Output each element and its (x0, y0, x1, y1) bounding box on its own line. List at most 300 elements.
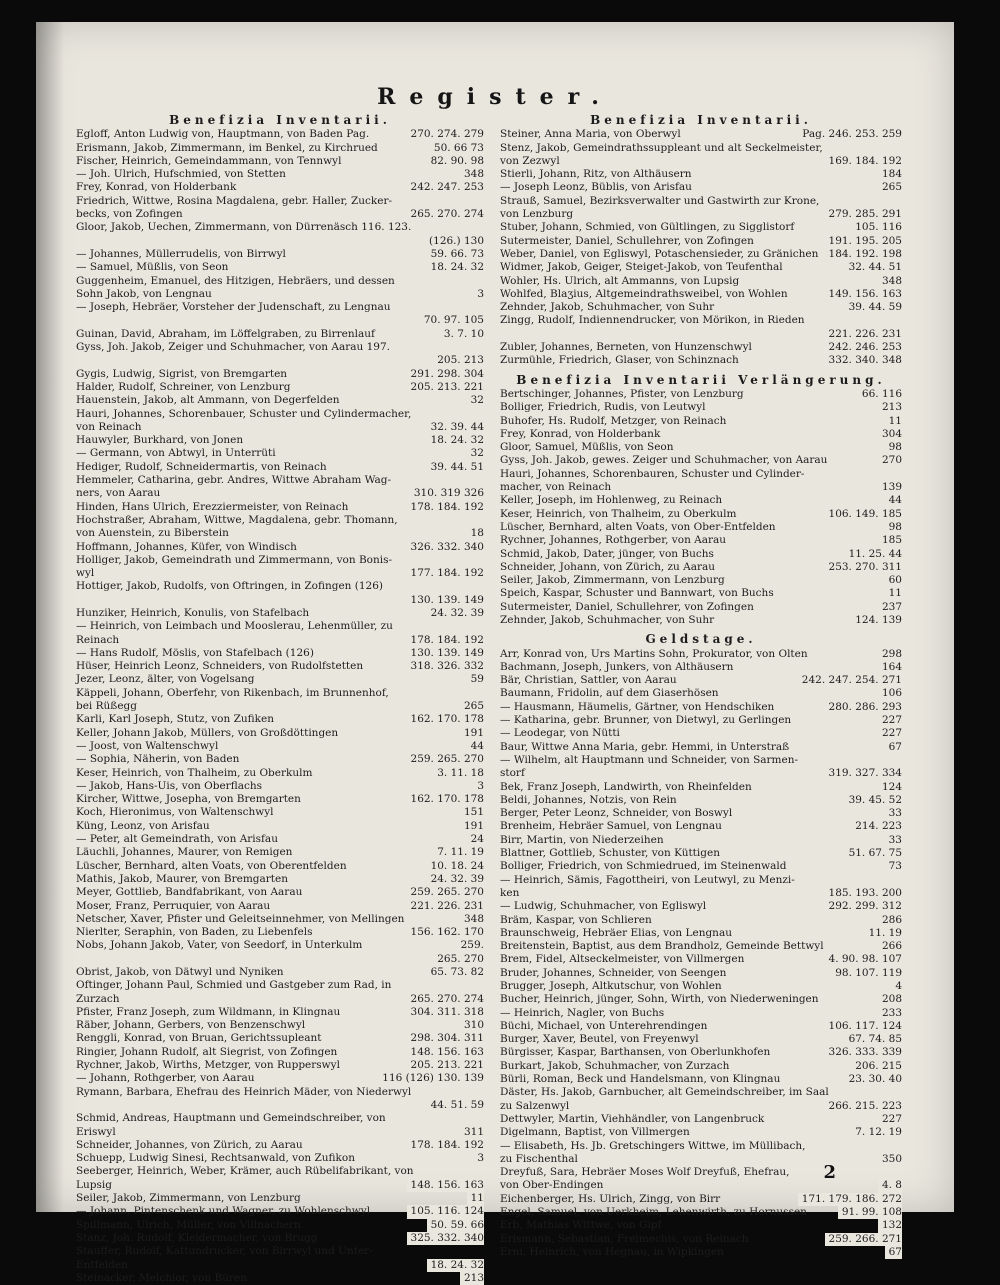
entry-name: Gyss, Joh. Jakob, Zeiger und Schuhmacher, von Aarau 197. (76, 341, 390, 354)
entry-pages: 348 (460, 168, 484, 181)
register-entry (500, 807, 902, 820)
entry-name: Rychner, Johannes, Rothgerber, von Aarau (500, 534, 727, 547)
register-entry (76, 620, 484, 633)
entry-name: Braunschweig, Hebräer Elias, von Lengnau (500, 926, 732, 939)
entry-pages: 44 (467, 740, 484, 753)
geldstage-heading: Geldstage. (645, 632, 757, 647)
entry-pages: 66. 116 (858, 388, 902, 401)
register-entry (500, 128, 902, 141)
entry-name: Burger, Xaver, Beutel, von Freyenwyl (500, 1033, 699, 1046)
register-entry (76, 1272, 484, 1285)
register-entry (76, 594, 484, 607)
entry-pages: 70. 97. 105 (420, 314, 484, 327)
entry-name: Halder, Rudolf, Schreiner, von Lenzburg (76, 380, 291, 393)
register-entry (76, 1139, 484, 1152)
page-number: 2 (823, 1162, 836, 1183)
register-entry (500, 741, 902, 754)
entry-name: Speich, Kaspar, Schuster und Bannwart, von Buchs (500, 587, 774, 600)
register-entry (500, 494, 902, 507)
entry-pages: 18 (467, 527, 484, 540)
register-entry (500, 860, 902, 873)
entry-name: — Sophia, Näherin, von Baden (76, 753, 240, 766)
entry-name: — Johann, Pintenschenk und Wagner, zu Wohlenschwyl (76, 1205, 371, 1218)
entry-pages: 348 (460, 913, 484, 926)
entry-name: Schneider, Johann, von Zürich, zu Aarau (500, 560, 716, 573)
register-entry (500, 454, 902, 467)
register-entry (76, 1046, 484, 1059)
entry-name: Brugger, Joseph, Altkutschur, von Wohlen (500, 980, 722, 992)
entry-pages: 130. 139. 149 (407, 594, 484, 607)
entry-name: Blattner, Gottlieb, Schuster, von Küttigen (500, 847, 720, 860)
register-entry (76, 142, 484, 155)
entry-name: Erb, Mathias Wittwe, von Gipf (500, 1219, 662, 1232)
entry-pages: 169. 184. 192 (825, 155, 902, 168)
entry-name: Gloor, Samuel, Müßlis, von Seon (500, 441, 674, 454)
register-entry (76, 208, 484, 221)
register-entry (76, 1219, 484, 1232)
register-entry (500, 1233, 902, 1246)
entry-pages: 227 (878, 1113, 902, 1126)
entry-name: — Joh. Ulrich, Hufschmied, von Stetten (76, 168, 286, 181)
register-entry (76, 1192, 484, 1205)
entry-pages: 242. 247. 253 (407, 181, 484, 194)
entry-pages: 149. 156. 163 (825, 288, 902, 301)
entry-name: Renggli, Konrad, von Bruan, Gerichtssupleant (76, 1032, 322, 1045)
register-entry (500, 1113, 902, 1126)
register-entry (500, 468, 902, 481)
entry-name: Frey, Konrad, von Holderbank (500, 427, 661, 440)
entry-name: Lüscher, Bernhard, alten Voats, von Ober-Entfelden (500, 520, 776, 533)
entry-name: Zehnder, Jakob, Schuhmacher, von Suhr (500, 301, 715, 314)
right-column (500, 114, 902, 1259)
register-entry (76, 421, 484, 434)
entry-name: Entfelden (76, 1258, 128, 1271)
entry-name: Mathis, Jakob, Maurer, von Bremgarten (76, 872, 288, 885)
entry-name: Dettwyler, Martin, Viehhändler, von Langenbruck (500, 1112, 765, 1125)
entry-name: Seiler, Jakob, Zimmermann, von Lenzburg (76, 1192, 301, 1205)
entry-name: — Elisabeth, Hs. Jb. Gretschingers Wittwe, im Müllibach, (500, 1139, 806, 1152)
register-entry (500, 1126, 902, 1139)
entry-name: — Wilhelm, alt Hauptmann und Schneider, von Sarmen- (500, 753, 799, 766)
entry-pages: 221. 226. 231 (825, 328, 902, 341)
register-entry (500, 1060, 902, 1073)
register-entry (500, 354, 902, 367)
entry-name: Nobs, Johann Jakob, Vater, von Seedorf, in Unterkulm (76, 939, 363, 952)
entry-name: wyl (76, 567, 95, 580)
register-entry (500, 781, 902, 794)
entry-name: Breitenstein, Baptist, aus dem Brandholz, Gemeinde Bettwyl (500, 940, 824, 953)
register-entry (76, 1165, 484, 1178)
entry-name: — Heinrich, Sämis, Fagottheiri, von Leutwyl, zu Menzi- (500, 873, 795, 886)
entry-pages: 350 (878, 1153, 902, 1166)
entry-pages: 11 (885, 415, 902, 428)
register-entry (76, 1059, 484, 1072)
register-entry (76, 900, 484, 913)
register-entry (76, 793, 484, 806)
register-entry (76, 1006, 484, 1019)
entry-name: Reinach (76, 633, 120, 646)
register-entry (500, 727, 902, 740)
entry-pages: 106 (878, 687, 902, 700)
entry-pages: 270. 274. 279 (407, 128, 484, 141)
register-entry (76, 753, 484, 766)
register-entry (500, 648, 902, 661)
register-entry (500, 674, 902, 687)
entry-name: — Joseph, Hebräer, Vorsteher der Judenschaft, zu Lengnau (76, 301, 391, 314)
entry-name: Strauß, Samuel, Bezirksverwalter und Gastwirth zur Krone, (500, 194, 820, 207)
entry-name: Hüser, Heinrich Leonz, Schneiders, von Rudolfstetten (76, 660, 364, 673)
entry-name: — Hans Rudolf, Möslis, von Stafelbach (126) (76, 646, 314, 659)
entry-name: von Ober-Endingen (500, 1179, 604, 1192)
entry-name: — Katharina, gebr. Brunner, von Dietwyl, zu Gerlingen (500, 714, 792, 727)
register-entry (500, 767, 902, 780)
entry-name: — Leodegar, von Nütti (500, 727, 620, 740)
register-entry (500, 887, 902, 900)
entry-pages: 319. 327. 334 (825, 767, 902, 780)
entry-name: Gloor, Jakob, Uechen, Zimmermann, von Dürrenäsch 116. 123. (76, 221, 412, 234)
entry-name: Sohn Jakob, von Lengnau (76, 287, 212, 300)
entry-pages: 3 (473, 1152, 484, 1165)
entry-pages: 237 (878, 601, 902, 614)
entry-pages: 221. 226. 231 (407, 900, 484, 913)
register-entry (76, 966, 484, 979)
entry-name: Meyer, Gottlieb, Bandfabrikant, von Aarau (76, 886, 303, 899)
entry-name: Buhofer, Hs. Rudolf, Metzger, von Reinach (500, 414, 727, 427)
verlaengerung-heading: Benefizia Inventarii Verlängerung. (516, 372, 886, 387)
register-entry (76, 1032, 484, 1045)
entry-pages: 148. 156. 163 (407, 1179, 484, 1192)
entry-pages: 326. 332. 340 (407, 541, 484, 554)
register-entry (76, 767, 484, 780)
entry-pages: 7. 11. 19 (433, 846, 484, 859)
entry-pages: 259. (457, 939, 484, 952)
entry-pages: 213 (460, 1272, 484, 1285)
register-entry (500, 1206, 902, 1219)
entry-pages: 242. 247. 254. 271 (798, 674, 902, 687)
entry-name: Eichenberger, Hs. Ulrich, Zingg, von Birr (500, 1192, 721, 1205)
entry-name: Bolliger, Friedrich, Rudis, von Leutwyl (500, 401, 706, 414)
entry-name: Moser, Franz, Perruquier, von Aarau (76, 899, 271, 912)
register-entry (76, 501, 484, 514)
entry-name: Ringier, Johann Rudolf, alt Siegrist, von Zofingen (76, 1045, 338, 1058)
entry-pages: 265. 270. 274 (407, 993, 484, 1006)
entry-name: — Samuel, Müßlis, von Seon (76, 261, 229, 274)
entry-pages: 33 (885, 807, 902, 820)
entry-name: Frey, Konrad, von Holderbank (76, 181, 237, 194)
entry-name: becks, von Zofingen (76, 208, 183, 221)
entry-name: Birr, Martin, von Niederzeihen (500, 833, 664, 846)
register-entry (76, 886, 484, 899)
entry-pages: 44 (885, 494, 902, 507)
entry-name: Friedrich, Wittwe, Rosina Magdalena, gebr. Haller, Zucker- (76, 194, 393, 207)
register-entry (500, 301, 902, 314)
entry-name: Stauffer, Rudolf, Kattundrucker, von Birrwyl und Unter- (76, 1245, 373, 1258)
entry-pages: 259. 265. 270 (407, 753, 484, 766)
entry-name: Guggenheim, Emanuel, des Hitzigen, Hebräers, und dessen (76, 274, 395, 287)
entry-name: Läuchli, Johannes, Maurer, von Remigen (76, 846, 293, 859)
entry-name: — Peter, alt Gemeindrath, von Arisfau (76, 833, 278, 846)
entry-pages: 7. 12. 19 (851, 1126, 902, 1139)
register-entry (76, 461, 484, 474)
entry-name: Bürli, Roman, Beck und Handelsmann, von Klingnau (500, 1073, 781, 1086)
entry-pages: 185 (878, 534, 902, 547)
entry-name: Zurmühle, Friedrich, Glaser, von Schinznach (500, 354, 739, 367)
register-entry (76, 913, 484, 926)
register-entry (500, 208, 902, 221)
right-entry-list-c (500, 648, 902, 1260)
entry-name: Keller, Joseph, im Hohlenweg, zu Reinach (500, 494, 723, 507)
entry-pages: 151 (460, 806, 484, 819)
entry-name: — Joseph Leonz, Büblis, von Arisfau (500, 181, 692, 194)
entry-name: Arr, Konrad von, Urs Martins Sohn, Prokurator, von Olten (500, 647, 808, 660)
entry-pages: 148. 156. 163 (407, 1046, 484, 1059)
register-entry (500, 714, 902, 727)
register-entry (76, 846, 484, 859)
entry-name: Hauri, Johannes, Schorenbauren, Schuster und Cylinder- (500, 467, 805, 480)
register-entry (76, 195, 484, 208)
entry-name: bei Rüßegg (76, 700, 137, 713)
entry-name: — Heinrich, Nagler, von Buchs (500, 1006, 665, 1019)
entry-pages: 304. 311. 318 (407, 1006, 484, 1019)
entry-name: Hottiger, Jakob, Rudolfs, von Oftringen, in Zofingen (126) (76, 580, 384, 593)
entry-name: Holliger, Jakob, Gemeindrath und Zimmermann, von Bonis- (76, 553, 393, 566)
register-entry (76, 221, 484, 234)
entry-pages: 233 (878, 1007, 902, 1020)
entry-pages: 265. 270 (433, 953, 484, 966)
entry-name: Erismann, Sebastian, Freimechis, von Reinach (500, 1232, 749, 1245)
entry-pages: 191 (460, 820, 484, 833)
register-entry (76, 434, 484, 447)
entry-pages: 11 (885, 587, 902, 600)
entry-name: Bek, Franz Joseph, Landwirth, von Rheinfelden (500, 780, 752, 793)
entry-name: Obrist, Jakob, von Dätwyl und Nyniken (76, 966, 284, 978)
entry-pages: 259. 266. 271 (825, 1233, 902, 1246)
register-entry (500, 221, 902, 234)
register-entry (76, 1205, 484, 1218)
register-entry (76, 155, 484, 168)
entry-name: Nierlter, Seraphin, von Baden, zu Liebenfels (76, 926, 313, 939)
entry-pages: 106. 117. 124 (825, 1020, 902, 1033)
entry-pages: 184 (878, 168, 902, 181)
entry-name: Däster, Hs. Jakob, Garnbucher, alt Gemeindschreiber, im Saal (500, 1086, 829, 1099)
entry-pages: 304 (878, 428, 902, 441)
entry-pages: 124 (878, 781, 902, 794)
entry-pages: 124. 139 (851, 614, 902, 627)
entry-pages: 310. 319 326 (410, 487, 484, 500)
entry-name: Hemmeler, Catharina, gebr. Andres, Wittwe Abraham Wag- (76, 474, 392, 487)
register-entry (500, 561, 902, 574)
entry-name: Keller, Johann Jakob, Müllers, von Großdöttingen (76, 726, 339, 739)
entry-name: Keser, Heinrich, von Thalheim, zu Oberkulm (76, 766, 313, 779)
register-entry (76, 408, 484, 421)
entry-pages: 164 (878, 661, 902, 674)
entry-name: Räber, Johann, Gerbers, von Benzenschwyl (76, 1019, 306, 1032)
register-entry (76, 607, 484, 620)
entry-name: Sutermeister, Daniel, Schullehrer, von Zofingen (500, 600, 754, 613)
register-entry (76, 474, 484, 487)
register-entry (500, 847, 902, 860)
register-entry (500, 275, 902, 288)
page-title: Register. (377, 84, 613, 110)
register-entry (76, 1086, 484, 1099)
entry-pages: (126.) 130 (425, 235, 484, 248)
register-entry (500, 1246, 902, 1259)
entry-name: Steiner, Anna Maria, von Oberwyl (500, 128, 681, 141)
entry-name: Stuber, Johann, Schmied, von Gültlingen, zu Sigglistorf (500, 221, 795, 234)
entry-name: Hinden, Hans Ulrich, Erezziermeister, von Reinach (76, 500, 349, 513)
entry-pages: 11. 25. 44 (845, 548, 902, 561)
entry-name: Fischer, Heinrich, Gemeindammann, von Tennwyl (76, 154, 342, 167)
entry-name: Zehnder, Jakob, Schuhmacher, von Suhr (500, 613, 715, 626)
entry-pages: 105. 116 (851, 221, 902, 234)
entry-pages: 139 (878, 481, 902, 494)
register-entry (76, 700, 484, 713)
register-entry (500, 754, 902, 767)
register-entry (76, 514, 484, 527)
entry-pages: 177. 184. 192 (407, 567, 484, 580)
register-entry (76, 381, 484, 394)
register-entry (76, 354, 484, 367)
register-entry (500, 1046, 902, 1059)
entry-pages: 162. 170. 178 (407, 713, 484, 726)
entry-pages: 50. 59. 66 (427, 1219, 484, 1232)
entry-pages: 4. 8 (878, 1179, 902, 1192)
register-entry (76, 368, 484, 381)
register-entry (76, 1259, 484, 1272)
entry-name: Brem, Fidel, Altseckelmeister, von Villmergen (500, 953, 745, 966)
register-entry (500, 401, 902, 414)
entry-name: Seiler, Jakob, Zimmermann, von Lenzburg (500, 574, 725, 587)
register-entry (76, 235, 484, 248)
entry-name: Hoffmann, Johannes, Küfer, von Windisch (76, 540, 297, 553)
entry-name: Rymann, Barbara, Ehefrau des Heinrich Mäder, von Niederwyl (76, 1085, 412, 1098)
entry-pages: 191. 195. 205 (825, 235, 902, 248)
register-entry (76, 1099, 484, 1112)
entry-pages: 3. 11. 18 (433, 767, 484, 780)
entry-pages: 3 (473, 780, 484, 793)
entry-name: Stenz, Jakob, Gemeindrathssuppleant und alt Seckelmeister, (500, 141, 823, 154)
register-entry (76, 740, 484, 753)
right-entry-list-a (500, 128, 902, 367)
entry-pages: 191 (460, 727, 484, 740)
register-entry (500, 1086, 902, 1099)
register-entry (500, 687, 902, 700)
register-entry (500, 661, 902, 674)
entry-pages: 178. 184. 192 (407, 634, 484, 647)
entry-pages: 318. 326. 332 (407, 660, 484, 673)
register-entry (76, 1112, 484, 1125)
register-entry (500, 1153, 902, 1166)
entry-name: Schmid, Jakob, Dater, jünger, von Buchs (500, 547, 714, 560)
entry-pages: 298 (878, 648, 902, 661)
register-entry (500, 940, 902, 953)
register-entry (76, 939, 484, 952)
entry-pages: 50. 66 73 (430, 142, 484, 155)
register-entry (500, 1100, 902, 1113)
entry-pages: 51. 67. 75 (845, 847, 902, 860)
entry-pages: 39. 44. 51 (427, 461, 484, 474)
entry-pages: 178. 184. 192 (407, 501, 484, 514)
register-entry (500, 1219, 902, 1232)
register-entry (500, 953, 902, 966)
entry-name: Lüscher, Bernhard, alten Voats, von Oberentfelden (76, 859, 347, 872)
register-entry (76, 527, 484, 540)
register-entry (500, 328, 902, 341)
entry-pages: 205. 213 (433, 354, 484, 367)
register-entry (76, 301, 484, 314)
register-entry (76, 833, 484, 846)
entry-name: Steinacker, Melchior, von Büren (76, 1271, 248, 1284)
entry-pages: 227 (878, 714, 902, 727)
register-entry (76, 541, 484, 554)
entry-name: Hediger, Rudolf, Schneidermartis, von Reinach (76, 460, 327, 473)
register-entry (76, 248, 484, 261)
register-entry (500, 574, 902, 587)
entry-pages: 130. 139. 149 (407, 647, 484, 660)
register-entry (76, 780, 484, 793)
entry-name: Stierli, Johann, Ritz, von Althäusern (500, 168, 692, 181)
entry-name: Eriswyl (76, 1125, 116, 1138)
register-entry (76, 727, 484, 740)
register-entry (76, 1072, 484, 1085)
register-entry (500, 900, 902, 913)
register-entry (76, 341, 484, 354)
entry-name: von Auenstein, zu Biberstein (76, 527, 229, 540)
entry-name: Netscher, Xaver, Pfister und Geleitseinnehmer, von Mellingen (76, 912, 405, 925)
entry-name: Bertschinger, Johannes, Pfister, von Lenzburg (500, 387, 744, 400)
entry-name: — Ludwig, Schuhmacher, von Egliswyl (500, 900, 707, 913)
register-entry (76, 647, 484, 660)
entry-pages: 286 (878, 914, 902, 927)
entry-pages: 39. 44. 59 (845, 301, 902, 314)
register-entry (500, 1007, 902, 1020)
entry-pages: 44. 51. 59 (427, 1099, 484, 1112)
entry-name: Digelmann, Baptist, von Villmergen (500, 1126, 690, 1139)
entry-pages: 325. 332. 340 (407, 1232, 484, 1245)
entry-name: Weber, Daniel, von Egliswyl, Potaschensieder, zu Gränichen (500, 247, 819, 260)
entry-pages: 18. 24. 32 (427, 434, 484, 447)
register-entry (500, 874, 902, 887)
entry-name: Dreyfuß, Sara, Hebräer Moses Wolf Dreyfuß, Ehefrau, (500, 1166, 790, 1179)
register-entry (76, 979, 484, 992)
entry-name: Bürgisser, Kaspar, Barthansen, von Oberlunkhofen (500, 1046, 771, 1059)
entry-pages: 32 (467, 447, 484, 460)
entry-pages: 270 (878, 454, 902, 467)
entry-name: Lupsig (76, 1178, 112, 1191)
register-entry (500, 428, 902, 441)
entry-name: — Johann, Rothgerber, von Aarau (76, 1072, 255, 1085)
entry-name: Bräm, Kaspar, von Schlieren (500, 913, 652, 926)
register-entry (500, 601, 902, 614)
entry-pages: 65. 73. 82 (427, 966, 484, 979)
entry-name: Karli, Karl Joseph, Stutz, von Zufiken (76, 713, 274, 726)
register-entry (76, 314, 484, 327)
register-entry (500, 441, 902, 454)
register-entry (76, 926, 484, 939)
register-entry (500, 341, 902, 354)
entry-pages: 185. 193. 200 (825, 887, 902, 900)
entry-name: Baur, Wittwe Anna Maria, gebr. Hemmi, in Unterstraß (500, 740, 790, 753)
register-entry (500, 521, 902, 534)
entry-name: Bolliger, Friedrich, von Schmiedrued, im Steinenwald (500, 860, 787, 873)
entry-name: Burkart, Jakob, Schuhmacher, von Zurzach (500, 1059, 730, 1072)
register-entry (500, 1033, 902, 1046)
entry-pages: 3 (473, 288, 484, 301)
register-entry (500, 548, 902, 561)
register-entry (76, 580, 484, 593)
entry-pages: 98 (885, 521, 902, 534)
register-entry (500, 195, 902, 208)
